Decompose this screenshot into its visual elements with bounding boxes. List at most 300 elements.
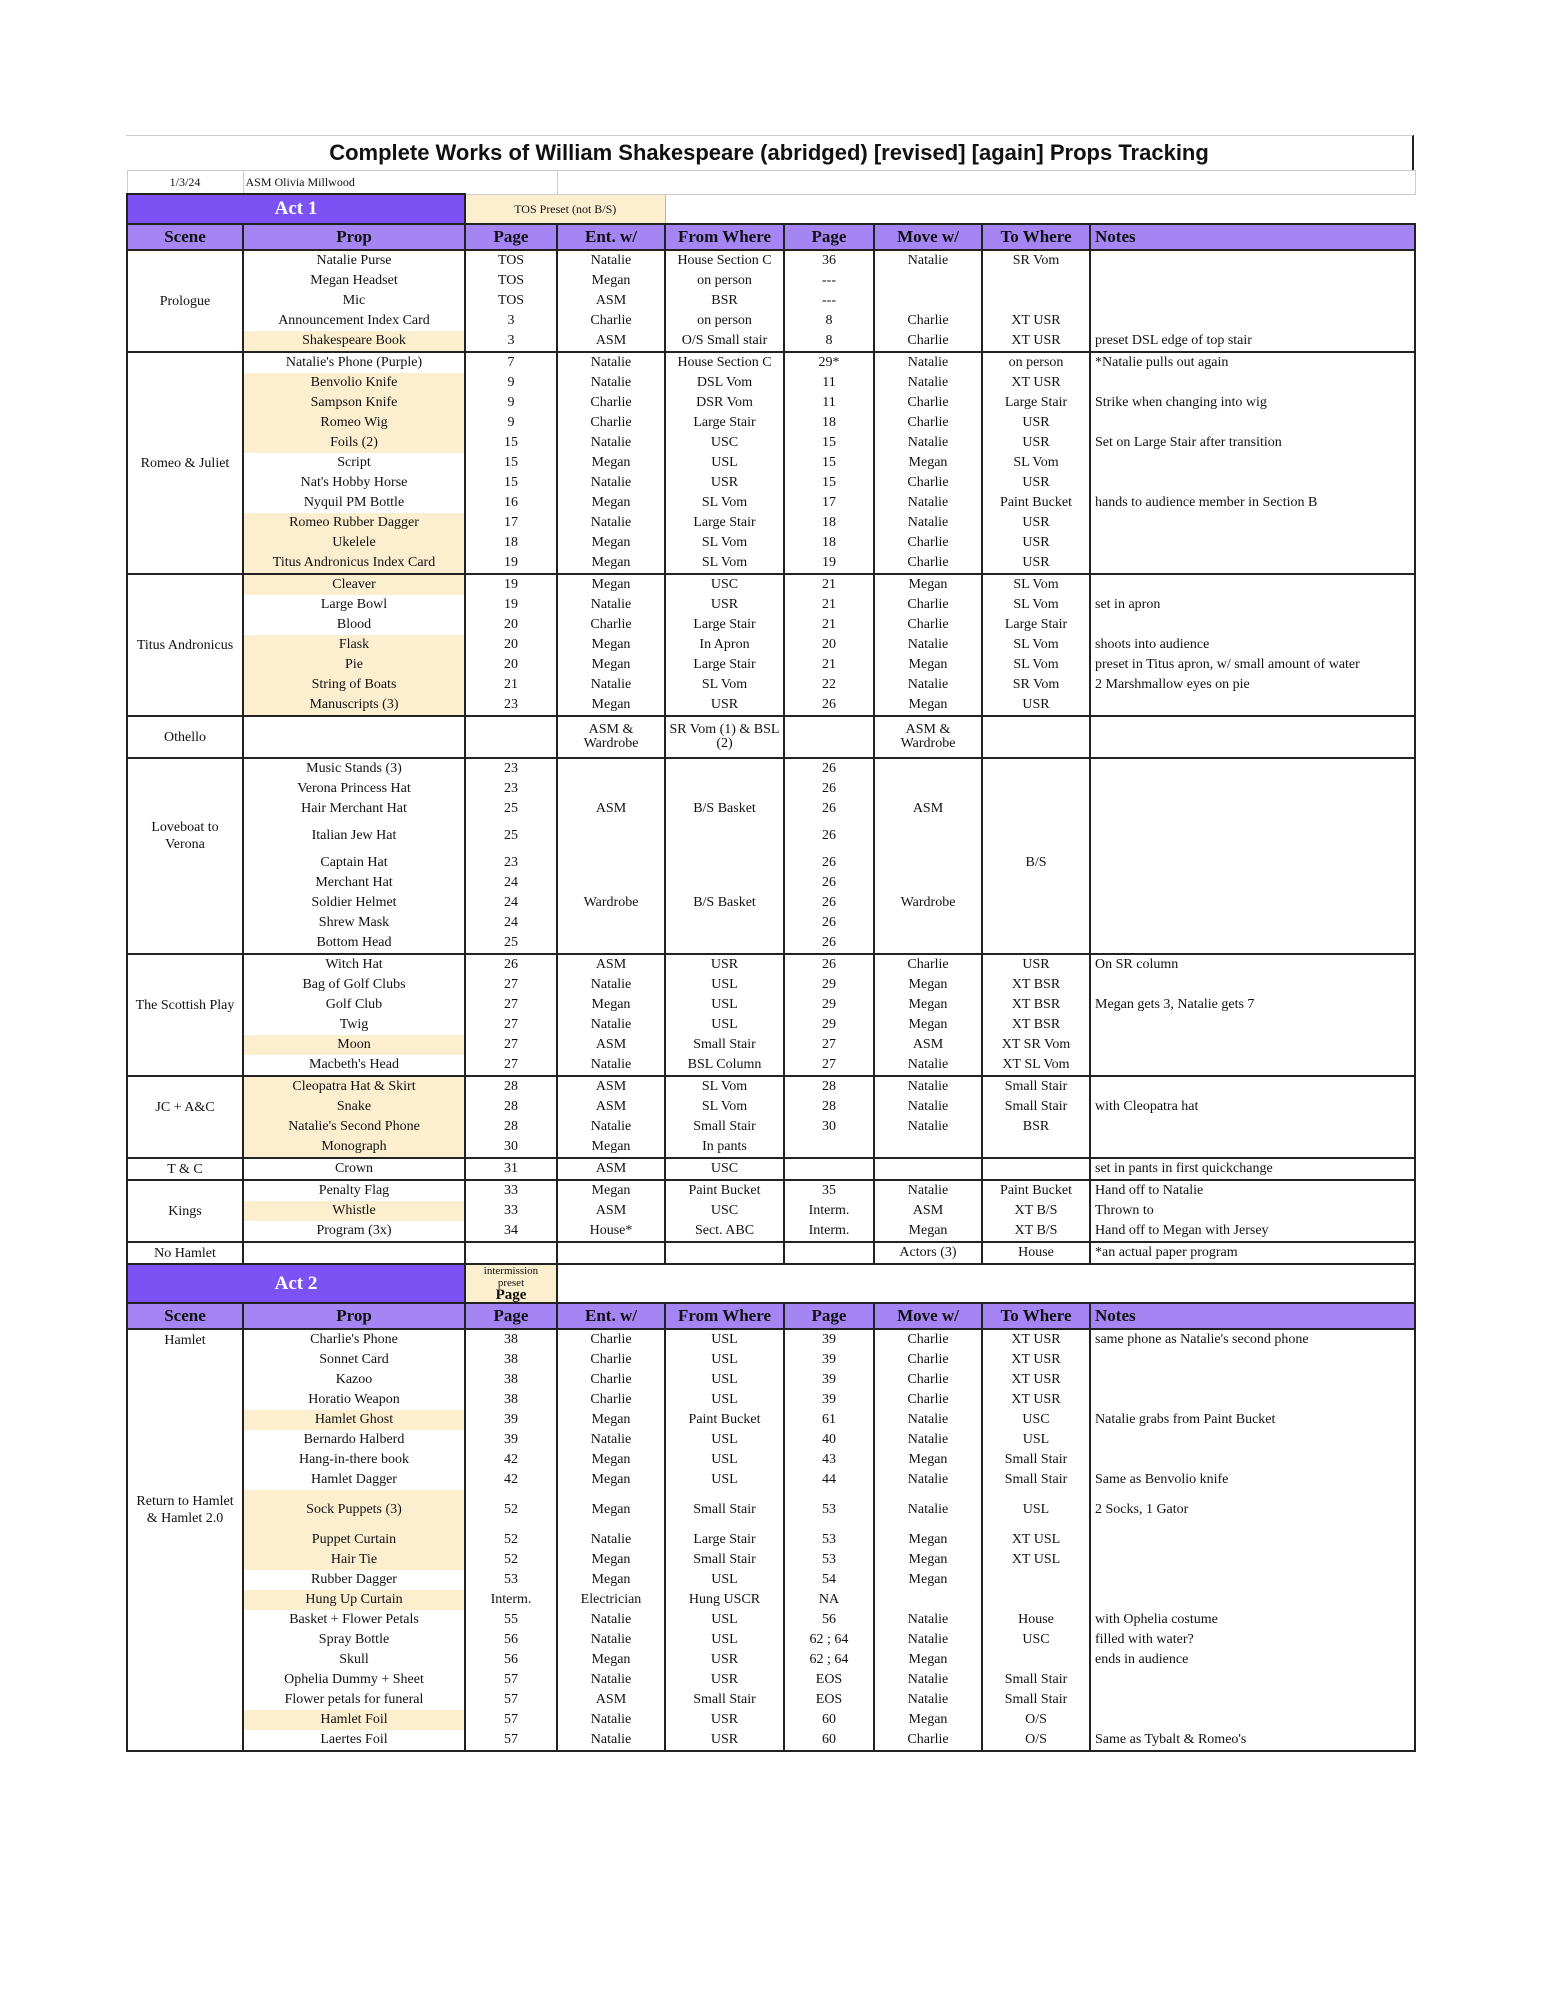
cell-page: 7	[465, 352, 557, 373]
table-row	[127, 1710, 1415, 1730]
cell-page-out: Interm.	[784, 1221, 874, 1242]
cell-notes	[1090, 1117, 1415, 1137]
cell-page: 18	[465, 533, 557, 553]
cell-page: 55	[465, 1610, 557, 1630]
cell-page-out: 54	[784, 1570, 874, 1590]
cell-to-where: XT USR	[982, 331, 1090, 352]
cell-page: 19	[465, 574, 557, 595]
cell-page-out: 21	[784, 655, 874, 675]
cell-to-where: Paint Bucket	[982, 493, 1090, 513]
cell-page: 23	[465, 695, 557, 716]
cell-ent-with: Megan	[557, 271, 665, 291]
table-row	[127, 873, 1415, 893]
cell-scene	[127, 873, 243, 893]
cell-move-with: Megan	[874, 1221, 982, 1242]
cell-ent-with: Megan	[557, 453, 665, 473]
cell-prop: Horatio Weapon	[243, 1390, 465, 1410]
cell-move-with: Natalie	[874, 493, 982, 513]
cell-page-out: 26	[784, 758, 874, 779]
cell-scene	[127, 1117, 243, 1137]
cell-to-where: XT BSR	[982, 975, 1090, 995]
cell-page-out: 43	[784, 1450, 874, 1470]
cell-prop: Mic	[243, 291, 465, 311]
cell-scene	[127, 675, 243, 695]
cell-from-where	[665, 819, 784, 853]
cell-from-where: BSL Column	[665, 1055, 784, 1076]
cell-ent-with: Megan	[557, 635, 665, 655]
cell-ent-with: ASM	[557, 1076, 665, 1097]
cell-page: 52	[465, 1530, 557, 1550]
cell-move-with	[874, 779, 982, 799]
cell-from-where: Large Stair	[665, 655, 784, 675]
cell-page: 9	[465, 373, 557, 393]
cell-from-where: on person	[665, 311, 784, 331]
cell-page-out: 26	[784, 695, 874, 716]
cell-notes	[1090, 553, 1415, 574]
cell-prop: Announcement Index Card	[243, 311, 465, 331]
cell-prop: Hair Merchant Hat	[243, 799, 465, 819]
cell-notes: preset DSL edge of top stair	[1090, 331, 1415, 352]
cell-ent-with: ASM & Wardrobe	[557, 716, 665, 758]
cell-notes	[1090, 453, 1415, 473]
cell-from-where: USR	[665, 1650, 784, 1670]
cell-from-where: Large Stair	[665, 513, 784, 533]
table-row	[127, 1550, 1415, 1570]
table-row	[127, 553, 1415, 574]
cell-notes	[1090, 574, 1415, 595]
cell-page: 56	[465, 1650, 557, 1670]
cell-prop: Blood	[243, 615, 465, 635]
cell-page: 3	[465, 331, 557, 352]
cell-ent-with	[557, 933, 665, 954]
cell-notes: 2 Marshmallow eyes on pie	[1090, 675, 1415, 695]
cell-notes	[1090, 271, 1415, 291]
cell-to-where	[982, 819, 1090, 853]
cell-notes	[1090, 975, 1415, 995]
cell-page: 38	[465, 1390, 557, 1410]
cell-page-out: 26	[784, 913, 874, 933]
cell-move-with	[874, 853, 982, 873]
cell-scene	[127, 1015, 243, 1035]
table-row	[127, 1410, 1415, 1430]
cell-move-with: Actors (3)	[874, 1242, 982, 1264]
table-row	[127, 853, 1415, 873]
table-row	[127, 799, 1415, 819]
cell-ent-with: Megan	[557, 695, 665, 716]
cell-page-out: 26	[784, 933, 874, 954]
cell-page: 20	[465, 655, 557, 675]
cell-to-where: XT USR	[982, 311, 1090, 331]
act1-bar	[127, 194, 1415, 224]
cell-ent-with: Natalie	[557, 1015, 665, 1035]
cell-to-where	[982, 758, 1090, 779]
cell-prop: Hamlet Dagger	[243, 1470, 465, 1490]
cell-from-where: USL	[665, 1450, 784, 1470]
cell-prop: Script	[243, 453, 465, 473]
cell-page-out: 60	[784, 1730, 874, 1751]
cell-notes: Same as Tybalt & Romeo's	[1090, 1730, 1415, 1751]
cell-from-where: SL Vom	[665, 1076, 784, 1097]
cell-move-with	[874, 1158, 982, 1180]
cell-prop: Puppet Curtain	[243, 1530, 465, 1550]
cell-page-out: 62 ; 64	[784, 1630, 874, 1650]
cell-move-with: Natalie	[874, 1180, 982, 1201]
cell-notes	[1090, 1350, 1415, 1370]
cell-to-where	[982, 1137, 1090, 1158]
cell-to-where: USR	[982, 553, 1090, 574]
cell-move-with: Charlie	[874, 311, 982, 331]
cell-to-where: SL Vom	[982, 574, 1090, 595]
cell-scene	[127, 413, 243, 433]
table-row	[127, 1530, 1415, 1550]
cell-page: 27	[465, 1035, 557, 1055]
cell-to-where: SL Vom	[982, 595, 1090, 615]
cell-ent-with: Natalie	[557, 352, 665, 373]
cell-notes	[1090, 1570, 1415, 1590]
cell-move-with: Charlie	[874, 413, 982, 433]
cell-move-with	[874, 758, 982, 779]
cell-scene	[127, 933, 243, 954]
table-row	[127, 1570, 1415, 1590]
cell-move-with: Charlie	[874, 1390, 982, 1410]
cell-notes	[1090, 893, 1415, 913]
cell-page: 23	[465, 779, 557, 799]
cell-page-out: 27	[784, 1055, 874, 1076]
cell-notes: On SR column	[1090, 954, 1415, 975]
cell-prop: Kazoo	[243, 1370, 465, 1390]
cell-page: 23	[465, 758, 557, 779]
cell-ent-with: Charlie	[557, 311, 665, 331]
cell-ent-with: Charlie	[557, 1370, 665, 1390]
cell-prop: Romeo Rubber Dagger	[243, 513, 465, 533]
cell-scene: Return to Hamlet & Hamlet 2.0	[127, 1490, 243, 1530]
cell-notes: Hand off to Megan with Jersey	[1090, 1221, 1415, 1242]
cell-page	[465, 1242, 557, 1264]
table-row	[127, 1097, 1415, 1117]
cell-page-out: 39	[784, 1350, 874, 1370]
cell-page-out: 39	[784, 1390, 874, 1410]
cell-page-out	[784, 1158, 874, 1180]
cell-notes	[1090, 695, 1415, 716]
header-page-out: Page	[784, 224, 874, 250]
cell-notes	[1090, 1450, 1415, 1470]
cell-prop: Bag of Golf Clubs	[243, 975, 465, 995]
cell-page-out: 39	[784, 1370, 874, 1390]
cell-ent-with: Natalie	[557, 250, 665, 271]
cell-page: TOS	[465, 291, 557, 311]
cell-page: 34	[465, 1221, 557, 1242]
cell-notes	[1090, 311, 1415, 331]
table-row	[127, 1430, 1415, 1450]
cell-to-where: on person	[982, 352, 1090, 373]
cell-ent-with: Megan	[557, 574, 665, 595]
cell-page-out: 26	[784, 853, 874, 873]
cell-page-out: 60	[784, 1710, 874, 1730]
cell-prop: Ukelele	[243, 533, 465, 553]
cell-move-with: Natalie	[874, 1076, 982, 1097]
table-row	[127, 352, 1415, 373]
table-row	[127, 995, 1415, 1015]
cell-page-out: 21	[784, 615, 874, 635]
table-row	[127, 655, 1415, 675]
table-row	[127, 1470, 1415, 1490]
cell-move-with: Natalie	[874, 1610, 982, 1630]
cell-to-where: USR	[982, 433, 1090, 453]
cell-from-where: USC	[665, 574, 784, 595]
table-row	[127, 1076, 1415, 1097]
cell-page-out: 29	[784, 1015, 874, 1035]
cell-page-out: 56	[784, 1610, 874, 1630]
cell-from-where: Paint Bucket	[665, 1410, 784, 1430]
cell-ent-with: Charlie	[557, 393, 665, 413]
cell-ent-with: Charlie	[557, 1390, 665, 1410]
cell-scene	[127, 853, 243, 873]
cell-notes	[1090, 1055, 1415, 1076]
cell-from-where	[665, 758, 784, 779]
cell-from-where: USR	[665, 1710, 784, 1730]
cell-ent-with: Natalie	[557, 513, 665, 533]
cell-page: 23	[465, 853, 557, 873]
cell-prop: Hamlet Ghost	[243, 1410, 465, 1430]
cell-prop: Moon	[243, 1035, 465, 1055]
cell-page: 30	[465, 1137, 557, 1158]
table-row	[127, 1690, 1415, 1710]
cell-to-where	[982, 893, 1090, 913]
cell-notes	[1090, 291, 1415, 311]
cell-to-where: USR	[982, 533, 1090, 553]
cell-from-where: SR Vom (1) & BSL (2)	[665, 716, 784, 758]
cell-page: 27	[465, 1015, 557, 1035]
cell-from-where: on person	[665, 271, 784, 291]
cell-to-where: BSR	[982, 1117, 1090, 1137]
table-row	[127, 1242, 1415, 1264]
cell-prop: Soldier Helmet	[243, 893, 465, 913]
table-row	[127, 893, 1415, 913]
table-row	[127, 1137, 1415, 1158]
cell-move-with: ASM	[874, 1035, 982, 1055]
cell-page: 27	[465, 1055, 557, 1076]
cell-prop: Flower petals for funeral	[243, 1690, 465, 1710]
cell-prop: Witch Hat	[243, 954, 465, 975]
cell-prop: Golf Club	[243, 995, 465, 1015]
cell-to-where: SR Vom	[982, 250, 1090, 271]
cell-move-with: Charlie	[874, 1350, 982, 1370]
table-row	[127, 1015, 1415, 1035]
meta-blank	[557, 171, 1415, 195]
cell-to-where: XT BSR	[982, 995, 1090, 1015]
cell-prop: Macbeth's Head	[243, 1055, 465, 1076]
table-row	[127, 615, 1415, 635]
cell-page: 24	[465, 893, 557, 913]
cell-move-with: Megan	[874, 1570, 982, 1590]
cell-page: 25	[465, 933, 557, 954]
cell-to-where: B/S	[982, 853, 1090, 873]
cell-page: 52	[465, 1550, 557, 1570]
cell-move-with	[874, 933, 982, 954]
cell-scene	[127, 695, 243, 716]
cell-to-where: XT USR	[982, 1329, 1090, 1350]
cell-prop: Natalie's Phone (Purple)	[243, 352, 465, 373]
cell-to-where: SL Vom	[982, 635, 1090, 655]
cell-ent-with: Natalie	[557, 1630, 665, 1650]
cell-to-where	[982, 799, 1090, 819]
cell-to-where: USR	[982, 473, 1090, 493]
cell-prop: Laertes Foil	[243, 1730, 465, 1751]
cell-scene	[127, 1730, 243, 1751]
table-row	[127, 913, 1415, 933]
cell-ent-with: Megan	[557, 533, 665, 553]
cell-move-with	[874, 873, 982, 893]
cell-to-where: USC	[982, 1630, 1090, 1650]
cell-from-where: USL	[665, 1570, 784, 1590]
cell-page-out	[784, 1242, 874, 1264]
cell-notes: set in pants in first quickchange	[1090, 1158, 1415, 1180]
cell-notes: with Cleopatra hat	[1090, 1097, 1415, 1117]
cell-to-where: USR	[982, 513, 1090, 533]
cell-to-where: SL Vom	[982, 655, 1090, 675]
cell-page-out: NA	[784, 1590, 874, 1610]
header-from-where: From Where	[665, 224, 784, 250]
cell-notes	[1090, 853, 1415, 873]
cell-from-where: USR	[665, 695, 784, 716]
cell-to-where	[982, 1590, 1090, 1610]
table-row	[127, 595, 1415, 615]
cell-to-where: Small Stair	[982, 1690, 1090, 1710]
header-page: Page	[465, 1303, 557, 1329]
cell-move-with: Megan	[874, 574, 982, 595]
cell-scene	[127, 779, 243, 799]
cell-page: 56	[465, 1630, 557, 1650]
cell-prop: Merchant Hat	[243, 873, 465, 893]
table-row	[127, 758, 1415, 779]
table-row	[127, 413, 1415, 433]
cell-to-where	[982, 271, 1090, 291]
cell-to-where: SL Vom	[982, 453, 1090, 473]
cell-from-where: DSR Vom	[665, 393, 784, 413]
intermission-preset-label	[465, 1264, 557, 1303]
cell-page: 28	[465, 1117, 557, 1137]
table-row	[127, 954, 1415, 975]
cell-page: 9	[465, 413, 557, 433]
cell-to-where: USL	[982, 1490, 1090, 1530]
cell-from-where: BSR	[665, 291, 784, 311]
cell-from-where: USR	[665, 1670, 784, 1690]
cell-scene	[127, 1530, 243, 1550]
cell-page: 15	[465, 433, 557, 453]
meta-row	[127, 171, 1415, 195]
cell-page-out: 61	[784, 1410, 874, 1430]
cell-scene	[127, 513, 243, 533]
cell-scene: Prologue	[127, 291, 243, 311]
cell-scene: The Scottish Play	[127, 995, 243, 1015]
cell-page: 3	[465, 311, 557, 331]
cell-scene	[127, 1610, 243, 1630]
cell-scene	[127, 975, 243, 995]
cell-page-out: 20	[784, 635, 874, 655]
cell-page-out: 39	[784, 1329, 874, 1350]
cell-scene	[127, 533, 243, 553]
cell-move-with: Natalie	[874, 352, 982, 373]
cell-page: 53	[465, 1570, 557, 1590]
cell-page-out: ---	[784, 271, 874, 291]
cell-prop: Cleaver	[243, 574, 465, 595]
cell-ent-with: Megan	[557, 995, 665, 1015]
cell-from-where: USR	[665, 1730, 784, 1751]
cell-notes	[1090, 1430, 1415, 1450]
cell-move-with: Megan	[874, 995, 982, 1015]
cell-scene	[127, 1035, 243, 1055]
header-page-out: Page	[784, 1303, 874, 1329]
cell-notes	[1090, 615, 1415, 635]
cell-from-where: Small Stair	[665, 1035, 784, 1055]
cell-page: 42	[465, 1470, 557, 1490]
cell-ent-with: Natalie	[557, 433, 665, 453]
cell-ent-with: Megan	[557, 1490, 665, 1530]
cell-to-where: XT USR	[982, 1390, 1090, 1410]
cell-scene	[127, 271, 243, 291]
cell-page-out: 44	[784, 1470, 874, 1490]
cell-move-with: Charlie	[874, 1370, 982, 1390]
table-row	[127, 1630, 1415, 1650]
cell-ent-with: Electrician	[557, 1590, 665, 1610]
cell-ent-with: Megan	[557, 1180, 665, 1201]
page-line: Page	[495, 1287, 527, 1303]
cell-page: 39	[465, 1430, 557, 1450]
cell-prop: Sampson Knife	[243, 393, 465, 413]
cell-scene	[127, 1076, 243, 1097]
cell-notes: same phone as Natalie's second phone	[1090, 1329, 1415, 1350]
cell-move-with: Megan	[874, 975, 982, 995]
cell-page: 31	[465, 1158, 557, 1180]
cell-from-where	[665, 779, 784, 799]
table-row	[127, 453, 1415, 473]
cell-move-with: Charlie	[874, 1730, 982, 1751]
cell-move-with: Charlie	[874, 331, 982, 352]
cell-page: 28	[465, 1097, 557, 1117]
act1-bar-blank	[665, 194, 1415, 224]
cell-move-with: Megan	[874, 695, 982, 716]
header-move-with: Move w/	[874, 1303, 982, 1329]
cell-to-where: USC	[982, 1410, 1090, 1430]
cell-to-where: O/S	[982, 1710, 1090, 1730]
cell-page: 25	[465, 799, 557, 819]
cell-from-where: B/S Basket	[665, 799, 784, 819]
cell-move-with	[874, 1137, 982, 1158]
table-row	[127, 271, 1415, 291]
cell-ent-with: Natalie	[557, 1530, 665, 1550]
cell-notes: Strike when changing into wig	[1090, 393, 1415, 413]
cell-notes	[1090, 779, 1415, 799]
cell-notes: Natalie grabs from Paint Bucket	[1090, 1410, 1415, 1430]
cell-to-where: XT SR Vom	[982, 1035, 1090, 1055]
header-prop: Prop	[243, 1303, 465, 1329]
cell-ent-with: ASM	[557, 799, 665, 819]
cell-ent-with: ASM	[557, 331, 665, 352]
cell-notes	[1090, 933, 1415, 954]
cell-from-where: Small Stair	[665, 1690, 784, 1710]
cell-scene	[127, 473, 243, 493]
cell-ent-with: ASM	[557, 954, 665, 975]
cell-prop: Flask	[243, 635, 465, 655]
cell-notes: ends in audience	[1090, 1650, 1415, 1670]
cell-move-with: ASM	[874, 1201, 982, 1221]
table-row	[127, 393, 1415, 413]
cell-page	[465, 716, 557, 758]
cell-notes: filled with water?	[1090, 1630, 1415, 1650]
header-notes: Notes	[1090, 1303, 1415, 1329]
cell-notes: preset in Titus apron, w/ small amount of water	[1090, 655, 1415, 675]
cell-scene	[127, 1350, 243, 1370]
